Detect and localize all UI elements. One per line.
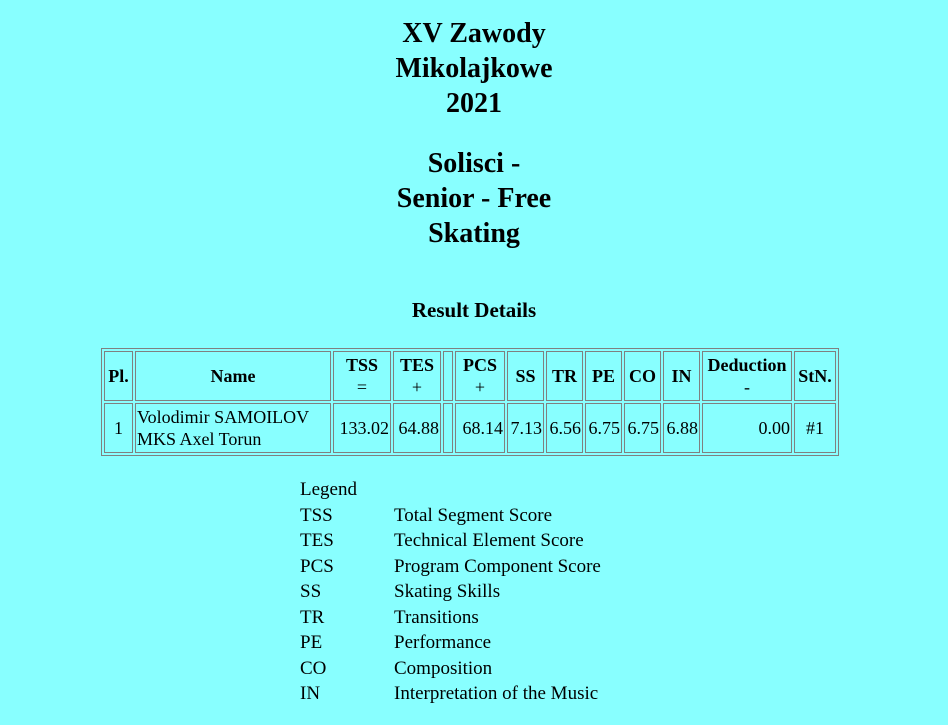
cell-co: 6.75 — [624, 403, 661, 453]
header-pcs-operator: + — [474, 377, 486, 397]
legend-abbr: TR — [300, 606, 325, 628]
category-title-line2: Senior - Free — [396, 183, 552, 214]
cell-tss: 133.02 — [333, 403, 391, 453]
legend-item — [300, 503, 601, 529]
cell-tes: 64.88 — [393, 403, 441, 453]
cell-in: 6.88 — [663, 403, 700, 453]
header-tss-label: TSS — [345, 355, 379, 375]
event-title-line3: 2021 — [446, 88, 502, 119]
header-tr: TR — [546, 351, 583, 401]
table-header-row — [104, 351, 836, 401]
legend-abbr: TES — [300, 530, 334, 551]
legend-abbr: CO — [300, 657, 327, 679]
event-title — [0, 16, 948, 121]
cell-pe: 6.75 — [585, 403, 622, 453]
header-tes-label: TES — [399, 355, 435, 375]
category-title-line3: Skating — [428, 218, 520, 249]
legend-item — [300, 656, 601, 682]
legend-description: Technical Element Score — [394, 530, 584, 551]
cell-ss: 7.13 — [507, 403, 544, 453]
header-deduction-label: Deduction — [707, 355, 787, 375]
event-title-line2: Mikolajkowe — [395, 53, 553, 84]
legend-description: Performance — [394, 632, 492, 653]
cell-spacer — [443, 403, 453, 453]
legend-description: Program Component Score — [394, 555, 601, 577]
legend-description: Transitions — [394, 606, 479, 628]
header-ss: SS — [507, 351, 544, 401]
legend-item — [300, 605, 601, 631]
legend-description: Skating Skills — [394, 581, 501, 602]
skater-club: MKS Axel Torun — [137, 429, 262, 449]
legend — [300, 477, 601, 707]
legend-item — [300, 630, 601, 656]
legend-abbr: PE — [300, 632, 323, 653]
cell-pcs: 68.14 — [455, 403, 505, 453]
legend-title: Legend — [300, 479, 357, 500]
cell-starting-number: #1 — [794, 403, 836, 453]
cell-deduction: 0.00 — [702, 403, 792, 453]
header-tes — [393, 351, 441, 401]
category-title — [0, 146, 948, 251]
legend-description: Composition — [394, 657, 493, 679]
header-tss-operator: = — [356, 377, 368, 397]
event-title-line1: XV Zawody — [402, 18, 546, 49]
header-pcs-label: PCS — [462, 355, 497, 375]
header-starting-number: StN. — [794, 351, 836, 401]
legend-item — [300, 554, 601, 580]
result-details-heading: Result Details — [411, 298, 537, 322]
header-name: Name — [135, 351, 331, 401]
header-deduction-operator: - — [744, 377, 750, 397]
header-pcs — [455, 351, 505, 401]
header-place: Pl. — [104, 351, 133, 401]
legend-item — [300, 681, 601, 707]
legend-abbr: IN — [300, 683, 321, 704]
cell-name — [135, 403, 331, 453]
legend-item — [300, 579, 601, 605]
legend-description: Total Segment Score — [394, 504, 553, 526]
legend-abbr: TSS — [300, 504, 333, 526]
header-deduction — [702, 351, 792, 401]
legend-description: Interpretation of the Music — [394, 683, 599, 704]
cell-tr: 6.56 — [546, 403, 583, 453]
header-spacer — [443, 351, 453, 401]
cell-place: 1 — [104, 403, 133, 453]
legend-abbr: SS — [300, 581, 322, 602]
header-pe: PE — [585, 351, 622, 401]
header-tss — [333, 351, 391, 401]
skater-name: Volodimir SAMOILOV — [137, 407, 310, 427]
legend-abbr: PCS — [300, 555, 334, 577]
legend-item — [300, 528, 601, 554]
header-in: IN — [663, 351, 700, 401]
results-table — [101, 348, 839, 456]
header-co: CO — [624, 351, 661, 401]
header-tes-operator: + — [411, 377, 423, 397]
category-title-line1: Solisci - — [427, 148, 521, 179]
table-row — [104, 403, 836, 453]
